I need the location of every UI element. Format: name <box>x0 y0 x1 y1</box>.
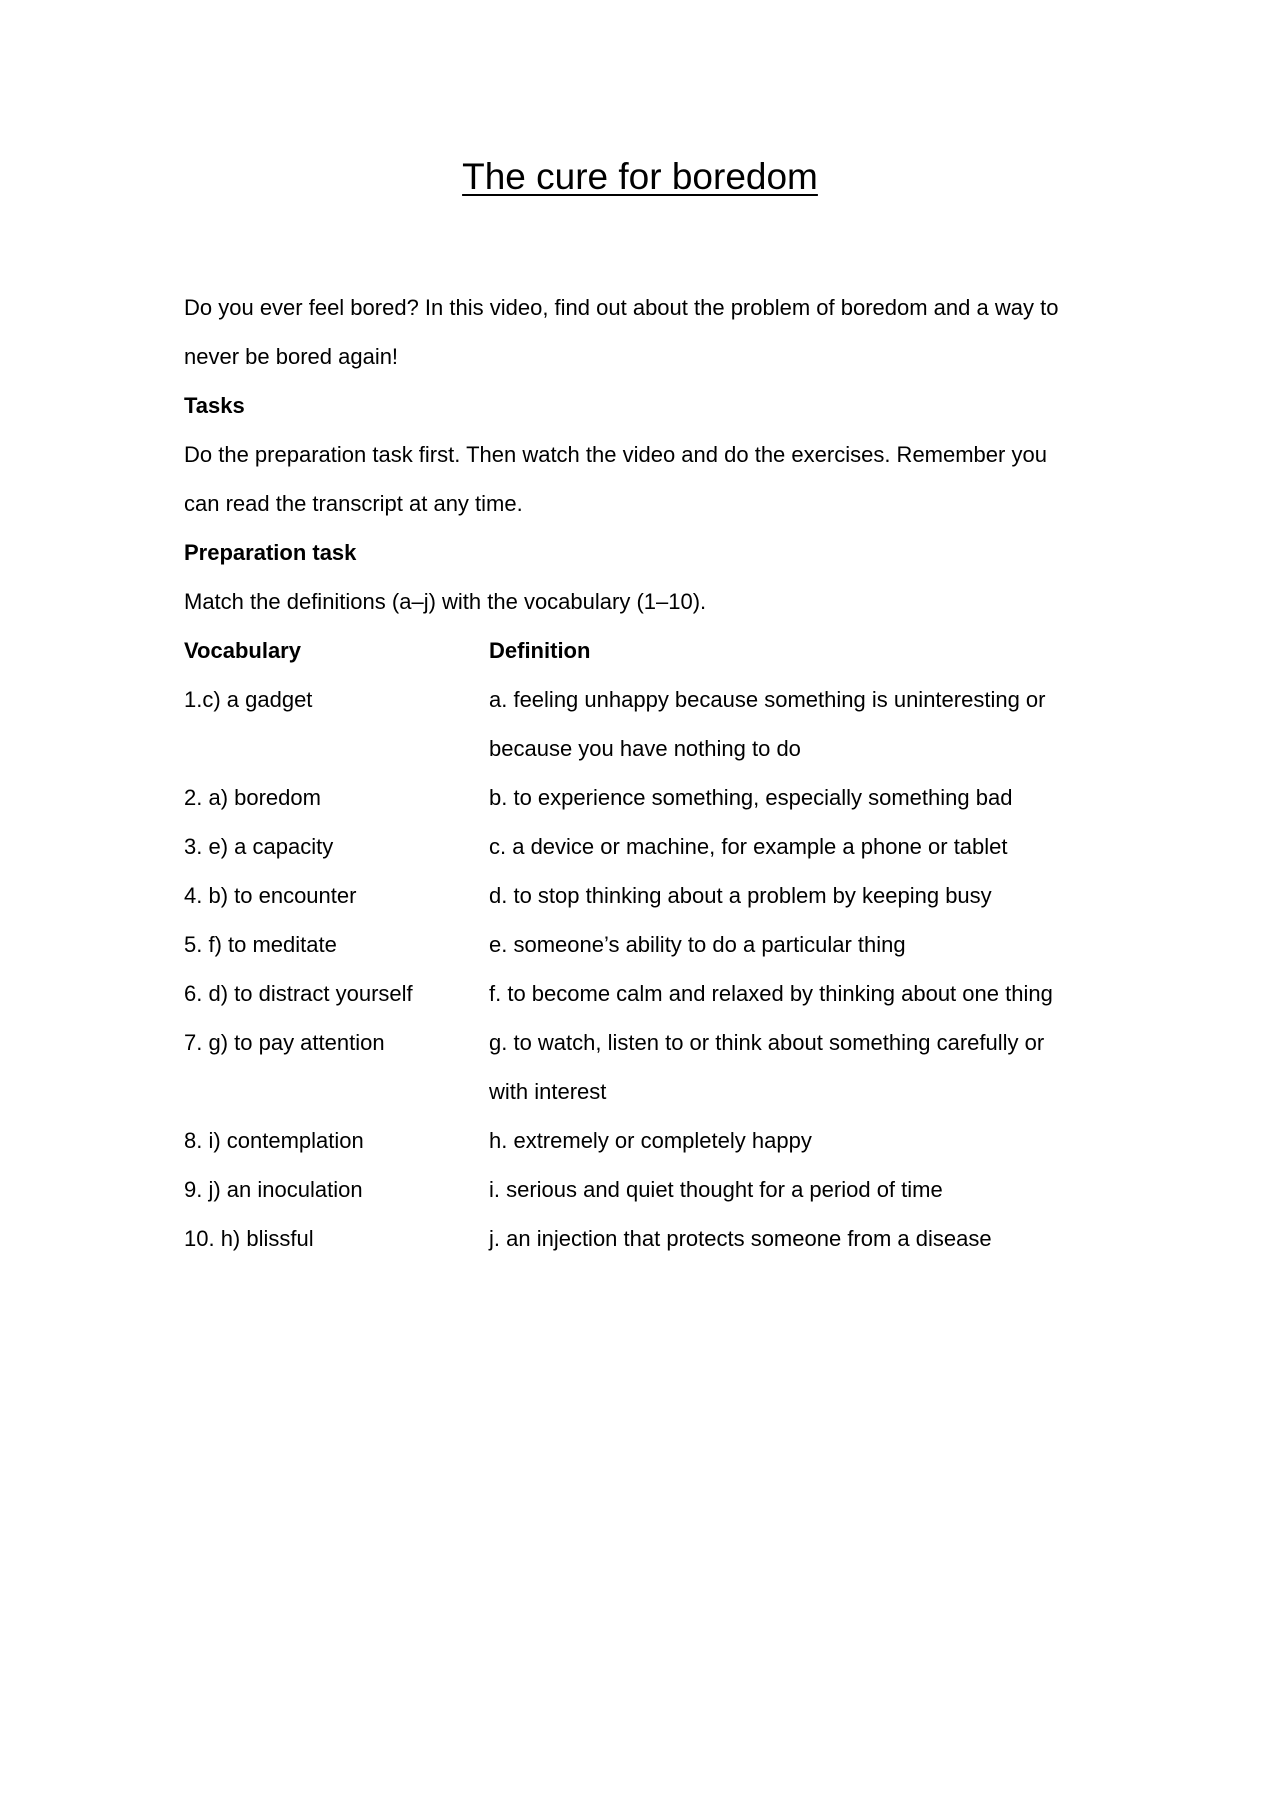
definition-cell: c. a device or machine, for example a phone or tablet <box>489 834 1008 859</box>
intro-paragraph: Do you ever feel bored? In this video, find out about the problem of boredom and a way to never be bored again! <box>184 295 1059 369</box>
vocab-cell: 4. b) to encounter <box>184 883 357 908</box>
definition-cell: a. feeling unhappy because something is uninteresting or because you have nothing to do <box>489 687 1046 761</box>
preparation-instruction: Match the definitions (a–j) with the vocabulary (1–10). <box>184 589 707 614</box>
vocab-cell: 9. j) an inoculation <box>184 1177 363 1202</box>
vocabulary-column-header: Vocabulary <box>184 638 301 663</box>
definition-cell: d. to stop thinking about a problem by keeping busy <box>489 883 992 908</box>
definition-cell: e. someone’s ability to do a particular thing <box>489 932 906 957</box>
tasks-heading: Tasks <box>184 393 245 418</box>
definition-cell: i. serious and quiet thought for a period of time <box>489 1177 943 1202</box>
page-title: The cure for boredom <box>462 156 818 197</box>
vocab-cell: 3. e) a capacity <box>184 834 334 859</box>
vocab-cell: 6. d) to distract yourself <box>184 981 413 1006</box>
tasks-paragraph: Do the preparation task first. Then watch the video and do the exercises. Remember you can read the transcript at any time. <box>184 442 1047 516</box>
vocab-cell: 8. i) contemplation <box>184 1128 364 1153</box>
vocab-cell: 7. g) to pay attention <box>184 1030 385 1055</box>
definition-cell: g. to watch, listen to or think about something carefully or with interest <box>489 1030 1045 1104</box>
definition-cell: j. an injection that protects someone from a disease <box>489 1226 992 1251</box>
vocab-cell: 10. h) blissful <box>184 1226 314 1251</box>
vocabulary-table <box>184 626 1104 1263</box>
definition-cell: f. to become calm and relaxed by thinking about one thing <box>489 981 1053 1006</box>
definition-cell: b. to experience something, especially something bad <box>489 785 1013 810</box>
vocab-cell: 1.c) a gadget <box>184 687 313 712</box>
preparation-heading: Preparation task <box>184 540 357 565</box>
definition-cell: h. extremely or completely happy <box>489 1128 812 1153</box>
vocab-cell: 2. a) boredom <box>184 785 321 810</box>
document-body <box>184 283 1104 1263</box>
definition-column-header: Definition <box>489 638 591 663</box>
vocab-cell: 5. f) to meditate <box>184 932 337 957</box>
